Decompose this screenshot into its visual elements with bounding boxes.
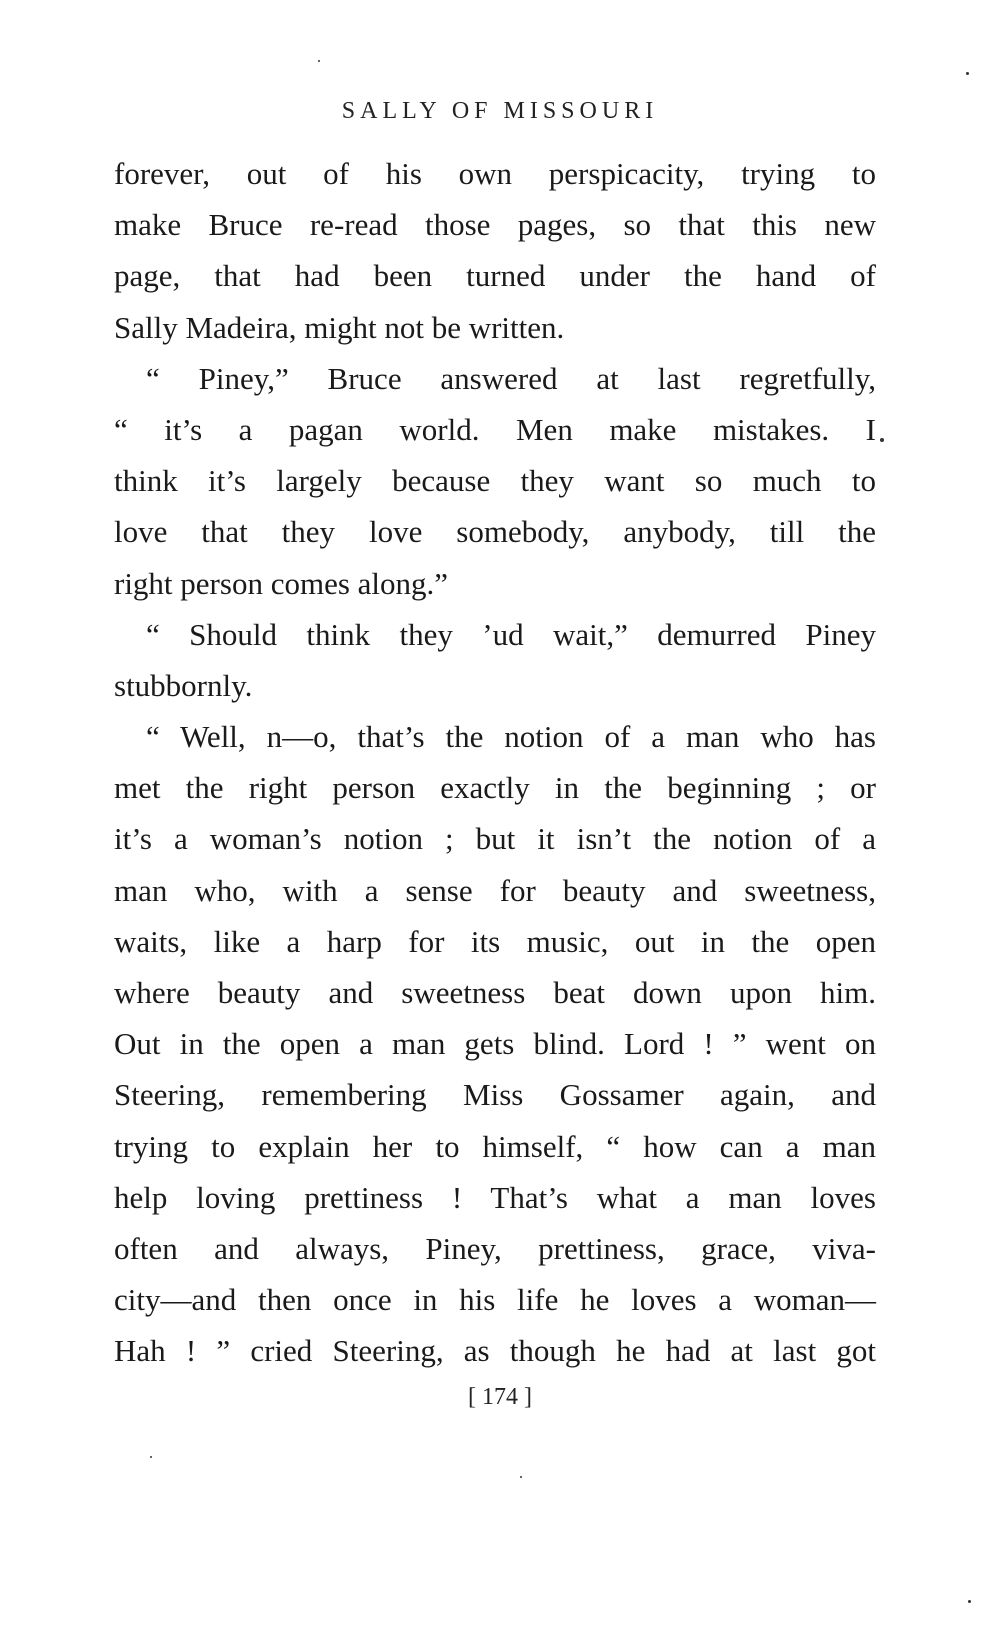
text-line: “ Piney,” Bruce answered at last regretfully, [146, 360, 876, 396]
text-line: “ Well, n—o, that’s the notion of a man who has [146, 719, 876, 755]
text-line: it’s a woman’s notion ; but it isn’t the notion of a [114, 821, 876, 857]
print-speck [966, 72, 969, 75]
text-line: love that they love somebody, anybody, till the [114, 514, 876, 550]
print-speck [968, 1600, 971, 1603]
text-line: often and always, Piney, prettiness, grace, viva- [114, 1230, 876, 1266]
print-speck [318, 60, 320, 62]
text-line: Steering, remembering Miss Gossamer again, and [114, 1077, 876, 1113]
text-line: “ it’s a pagan world. Men make mistakes. I [114, 411, 876, 447]
print-speck [520, 1476, 522, 1478]
text-line: city—and then once in his life he loves a woman— [114, 1282, 876, 1318]
text-line: forever, out of his own perspicacity, trying to [114, 156, 876, 191]
text-line: Hah ! ” cried Steering, as though he had at last got [114, 1333, 876, 1369]
body-text [114, 148, 876, 1377]
text-line: make Bruce re-read those pages, so that this new [114, 207, 876, 243]
text-line: stubbornly. [114, 667, 253, 703]
text-line: “ Should think they ’ud wait,” demurred Piney [146, 616, 876, 652]
text-line: Out in the open a man gets blind. Lord ! ” went on [114, 1026, 876, 1062]
text-line: trying to explain her to himself, “ how can a man [114, 1128, 876, 1164]
text-line: where beauty and sweetness beat down upon him. [114, 975, 876, 1010]
text-line: help loving prettiness ! That’s what a man loves [114, 1179, 876, 1215]
print-speck [150, 1456, 152, 1458]
text-line: think it’s largely because they want so much to [114, 463, 876, 499]
text-line: page, that had been turned under the hand of [114, 258, 876, 294]
text-line: right person comes along.” [114, 565, 449, 601]
page-number: [ 174 ] [468, 1384, 532, 1410]
running-head: SALLY OF MISSOURI [341, 98, 659, 124]
text-line: Sally Madeira, might not be written. [114, 309, 565, 345]
text-line: man who, with a sense for beauty and sweetness, [114, 872, 876, 908]
print-speck [880, 438, 884, 442]
text-line: met the right person exactly in the beginning ; or [114, 770, 876, 806]
text-line: waits, like a harp for its music, out in the open [114, 923, 876, 959]
